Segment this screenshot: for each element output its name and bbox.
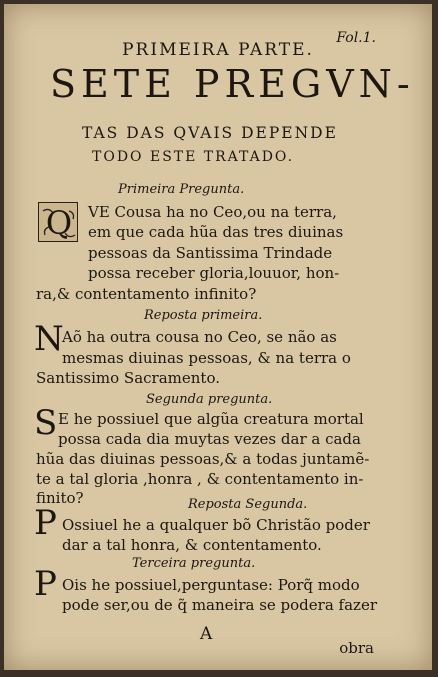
q1-line: pessoas da Santissima Trindade: [88, 244, 333, 262]
part-heading: PRIMEIRA PARTE.: [122, 40, 314, 60]
answer-1-initial: N: [34, 319, 64, 359]
q2-line: finito?: [36, 489, 84, 507]
q2-line: te a tal gloria ,honra , & contentamento in-: [36, 470, 364, 488]
title-line-3: TODO ESTE TRATADO.: [92, 149, 295, 165]
q1-line: possa receber gloria,louuor, hon-: [88, 264, 340, 282]
main-title: SETE PREGVN-: [50, 62, 415, 106]
q2-line: possa cada dia muytas vezes dar a cada: [58, 430, 361, 448]
catchword: obra: [339, 639, 374, 657]
q3-line: Ois he possiuel,perguntase: Porq̃ modo: [62, 576, 360, 594]
title-line-2: TAS DAS QVAIS DEPENDE: [82, 124, 338, 142]
a2-line: Ossiuel he a qualquer bõ Christão poder: [62, 516, 370, 534]
answer-2-heading: Reposta Segunda.: [188, 497, 308, 512]
q1-line: em que cada hũa das tres diuinas: [88, 223, 344, 241]
a1-line: Santissimo Sacramento.: [36, 369, 220, 387]
folio-number: Fol.1.: [336, 30, 376, 46]
answer-1-heading: Reposta primeira.: [144, 308, 263, 323]
a1-line: mesmas diuinas pessoas, & na terra o: [62, 349, 351, 367]
question-1-heading: Primeira Pregunta.: [118, 182, 245, 197]
q1-line: VE Cousa ha no Ceo,ou na terra,: [88, 203, 337, 221]
question-3-heading: Terceira pregunta.: [132, 556, 256, 571]
q2-line: E he possiuel que algũa creatura mortal: [58, 410, 364, 428]
q3-line: pode ser,ou de q̃ maneira se podera fazer: [62, 596, 377, 614]
question-2-initial: S: [34, 403, 58, 443]
decorated-initial-q: [38, 202, 78, 242]
q2-line: hũa das diuinas pessoas,& a todas juntamẽ-: [36, 450, 370, 468]
dropcap-letter: Q: [45, 204, 73, 242]
question-3-initial: P: [34, 564, 57, 604]
book-page: [4, 4, 432, 670]
a2-line: dar a tal honra, & contentamento.: [62, 536, 322, 554]
answer-2-initial: P: [34, 503, 57, 543]
a1-line: Aõ ha outra cousa no Ceo, se não as: [62, 328, 337, 346]
q1-line: ra,& contentamento infinito?: [36, 285, 257, 303]
signature-mark: A: [200, 624, 213, 644]
question-2-heading: Segunda pregunta.: [146, 392, 273, 407]
